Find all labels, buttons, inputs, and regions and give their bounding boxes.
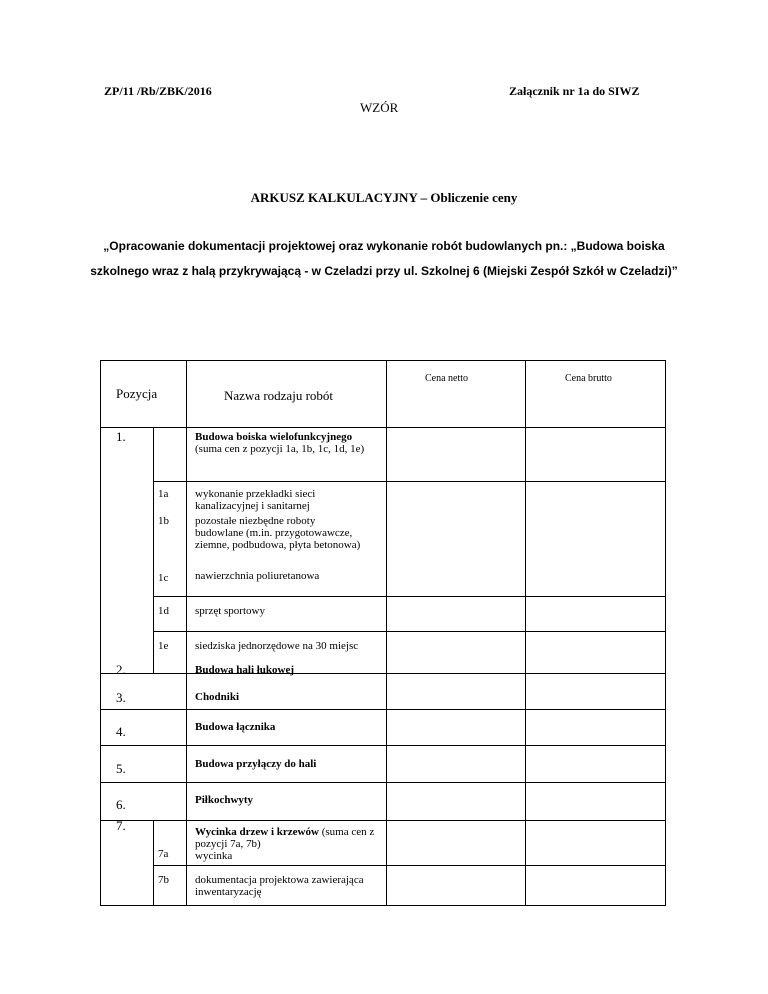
- row-6-position: 6.: [116, 797, 126, 812]
- row-7-name: [195, 826, 380, 850]
- row-divider: [153, 481, 666, 482]
- subposition-divider: [153, 427, 154, 673]
- row-1-name: [195, 431, 375, 455]
- row-1c-subposition: 1c: [158, 572, 169, 584]
- row-divider: [153, 865, 666, 866]
- row-1d-name: sprzęt sportowy: [195, 605, 265, 617]
- row-1b-name: pozostałe niezbędne roboty budowlane (m.in. przygotowawcze, ziemne, podbudowa, płyta betonowa): [195, 515, 361, 551]
- header-cena-brutto: Cena brutto: [565, 373, 612, 384]
- row-7-position: 7.: [116, 818, 126, 833]
- column-divider-netto: [386, 360, 387, 906]
- row-7a-name: wycinka: [195, 850, 233, 862]
- row-7a-subposition: 7a: [158, 848, 169, 860]
- table-border-left: [100, 360, 101, 906]
- row-4-name: Budowa łącznika: [195, 721, 276, 733]
- row-1-position: 1.: [116, 429, 126, 444]
- row-4-position: 4.: [116, 724, 126, 739]
- row-5-name: Budowa przyłączy do hali: [195, 758, 317, 770]
- row-3-name: Chodniki: [195, 691, 240, 703]
- table-border-top: [100, 360, 666, 361]
- document-title: ARKUSZ KALKULACYJNY – Obliczenie ceny: [250, 190, 518, 205]
- row-7-name-rest: (suma cen z pozycji 7a, 7b): [195, 826, 375, 850]
- column-divider-name: [186, 360, 187, 906]
- row-7b-subposition: 7b: [158, 874, 169, 886]
- row-divider: [100, 820, 666, 821]
- template-label: WZÓR: [360, 100, 399, 115]
- subposition-divider-7: [153, 820, 154, 906]
- column-divider-brutto: [525, 360, 526, 906]
- row-divider: [100, 673, 666, 674]
- header-pozycja: Pozycja: [116, 386, 158, 401]
- row-1a-subposition: 1a: [158, 488, 169, 500]
- row-1e-subposition: 1e: [158, 640, 169, 652]
- row-divider: [100, 427, 666, 428]
- row-divider: [100, 745, 666, 746]
- document-reference: ZP/11 /Rb/ZBK/2016: [104, 84, 212, 98]
- row-1-name-rest: (suma cen z pozycji 1a, 1b, 1c, 1d, 1e): [195, 443, 365, 455]
- document-subtitle: „Opracowanie dokumentacji projektowej oraz wykonanie robót budowlanych pn.: „Budowa boiska szkolnego wraz z halą przykrywającą - w Czeladzi przy ul. Szkolnej 6 (Miejski Zespół Szkół w Czeladzi)”: [90, 239, 678, 278]
- header-cena-netto: Cena netto: [425, 373, 469, 384]
- row-2-position: 2.: [116, 662, 126, 677]
- row-divider: [100, 782, 666, 783]
- row-6-name: Piłkochwyty: [195, 794, 254, 806]
- row-2-name: Budowa hali łukowej: [195, 664, 295, 676]
- row-1c-name: nawierzchnia poliuretanowa: [195, 570, 320, 582]
- row-5-position: 5.: [116, 761, 126, 776]
- row-divider: [100, 709, 666, 710]
- row-3-position: 3.: [116, 690, 126, 705]
- annex-label: Załącznik nr 1a do SIWZ: [509, 84, 640, 98]
- row-7-name-bold: Wycinka drzew i krzewów: [195, 826, 319, 838]
- row-divider: [153, 596, 666, 597]
- header-nazwa: Nazwa rodzaju robót: [224, 388, 334, 403]
- row-7b-name: dokumentacja projektowa zawierająca inwentaryzację: [195, 874, 364, 898]
- row-1b-subposition: 1b: [158, 515, 169, 527]
- row-1-name-bold: Budowa boiska wielofunkcyjnego: [195, 431, 353, 443]
- row-divider: [153, 631, 666, 632]
- table-border-bottom: [100, 905, 666, 906]
- row-1a-name: wykonanie przekładki sieci kanalizacyjnej i sanitarnej: [195, 488, 316, 512]
- table-border-right: [665, 360, 666, 906]
- row-1e-name: siedziska jednorzędowe na 30 miejsc: [195, 640, 359, 652]
- row-1d-subposition: 1d: [158, 605, 169, 617]
